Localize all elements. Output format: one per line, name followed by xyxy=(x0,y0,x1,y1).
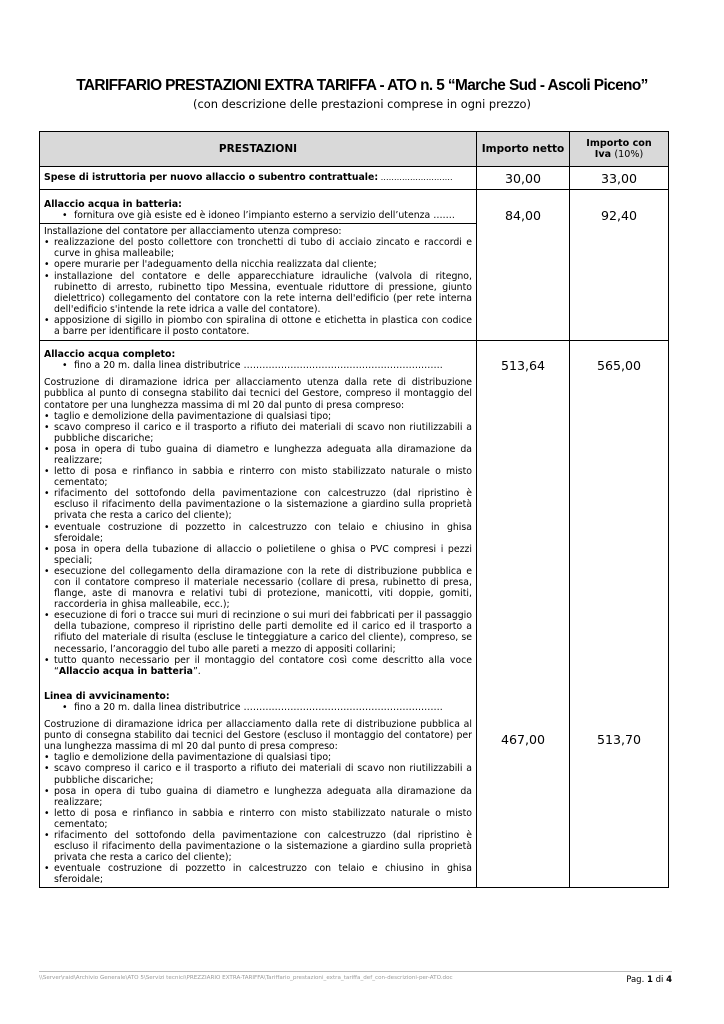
tariff-table xyxy=(39,131,669,888)
avvicinamento-iva-value: 513,70 xyxy=(596,732,642,748)
completo-last-pre: tutto quanto necessario per il montaggio del contatore così come descritto alla voce “ xyxy=(54,654,472,677)
document-title: TARIFFARIO PRESTAZIONI EXTRA TARIFFA - ATO n. 5 “Marche Sud - Ascoli Piceno” xyxy=(76,77,648,94)
batteria-netto xyxy=(477,190,570,341)
completo-item: • taglio e demolizione della pavimentazione di qualsiasi tipo; xyxy=(44,411,472,422)
batteria-netto-value: 84,00 xyxy=(504,208,542,223)
avvicinamento-item: • eventuale costruzione di pozzetto in calcestruzzo con telaio e chiusino in ghisa sferoidale; xyxy=(44,863,472,885)
avvicinamento-item: • letto di posa e rinfianco in sabbia e rinterro con misto stabilizzato naturale o misto cementato; xyxy=(44,808,472,830)
header-iva-percent: (10%) xyxy=(614,149,644,160)
footer-file-path: \\Server\raid\Archivio Generale\ATO 5\Servizi tecnici\PREZZIARIO EXTRA-TARIFFA\Tariffario_prestazioni_extra_tariffa_def_con-descrizioni-per-ATO.doc xyxy=(39,975,453,981)
header-importo-netto xyxy=(477,132,570,167)
avvicinamento-item: • posa in opera di tubo guaina di diametro e lunghezza adeguata alla diramazione da realizzare; xyxy=(44,786,472,808)
footer-divider xyxy=(39,971,672,972)
header-netto-label: Importo netto xyxy=(481,143,565,155)
page-current: 1 xyxy=(646,975,653,985)
document-subtitle: (con descrizione delle prestazioni comprese in ogni prezzo) xyxy=(193,97,531,111)
header-prestazioni: PRESTAZIONI xyxy=(40,132,477,167)
avvicinamento-netto-value: 467,00 xyxy=(500,732,546,748)
avvicinamento-heading: Linea di avvicinamento: xyxy=(44,690,170,702)
completo-item: • rifacimento del sottofondo della pavimentazione con calcestruzzo (dal ripristino è escluso il rifacimento della pavimentazione o la sistemazione a giardino sulla proprietà privata che resta a carico del cliente); xyxy=(44,488,472,521)
batteria-item: • realizzazione del posto collettore con tronchetti di tubo di acciaio zincato e raccordi e curve in ghisa malleabile; xyxy=(44,237,472,259)
avvicinamento-sub: • fino a 20 m. dalla linea distributrice ………………………………………………………. xyxy=(44,702,472,713)
batteria-item: • apposizione di sigillo in piombo con spiralina di ottone e etichetta in plastica con codice a barre per identificare il posto contatore. xyxy=(44,315,472,337)
completo-heading: Allaccio acqua completo: xyxy=(44,349,176,361)
batteria-iva-value: 92,40 xyxy=(600,208,638,223)
completo-item: • letto di posa e rinfianco in sabbia e rinterro con misto stabilizzato naturale o misto cementato; xyxy=(44,466,472,488)
table-header-row xyxy=(40,132,669,167)
completo-iva-value: 565,00 xyxy=(596,358,642,374)
avvicinamento-intro: Costruzione di diramazione idrica per allacciamento dalla rete di distribuzione pubblica al punto di consegna stabilito dai tecnici del Gestore (escluso il montaggio del contatore) per una lunghezza massima di ml 20 dal punto di presa compreso: xyxy=(44,719,472,753)
istruttoria-dots: ……………………… xyxy=(378,173,453,183)
completo-sub: • fino a 20 m. dalla linea distributrice ………………………………………………………. xyxy=(44,360,472,371)
completo-netto-value: 513,64 xyxy=(500,358,546,374)
completo-item: • posa in opera di tubo guaina di diametro e lunghezza adeguata alla diramazione da realizzare; xyxy=(44,444,472,466)
completo-item: • eventuale costruzione di pozzetto in calcestruzzo con telaio e chiusino in ghisa sferoidale; xyxy=(44,522,472,544)
completo-item: • esecuzione del collegamento della diramazione con la rete di distribuzione pubblica e con il contatore compreso il materiale necessario (collare di presa, rubinetto di presa, flange, aste di manovra e relativi tubi di protezione, manicotti, viti doppie, gomiti, raccorderia in ghisa malleabile, ecc.); xyxy=(44,566,472,610)
completo-intro: Costruzione di diramazione idrica per allacciamento utenza dalla rete di distribuzione pubblica al punto di consegna stabilito dai tecnici del Gestore, compreso il montaggio del contatore per una lunghezza massima di ml 20 dal punto di presa compreso: xyxy=(44,377,472,411)
page-total: 4 xyxy=(666,975,672,985)
header-importo-iva xyxy=(570,132,669,167)
avvicinamento-item: • rifacimento del sottofondo della pavimentazione con calcestruzzo (dal ripristino è escluso il rifacimento della pavimentazione o la sistemazione a giardino sulla proprietà privata che resta a carico del cliente); xyxy=(44,830,472,863)
batteria-heading: Allaccio acqua in batteria: xyxy=(44,199,182,210)
istruttoria-iva xyxy=(570,167,669,190)
completo-last-post: ”. xyxy=(192,665,201,677)
page-of: di xyxy=(655,975,664,985)
istruttoria-iva-value: 33,00 xyxy=(600,170,638,186)
table-row xyxy=(40,341,669,888)
completo-item: • esecuzione di fori o tracce sui muri di recinzione o sui muri dei fabbricati per il passaggio della tubazione, compreso il ripristino delle parti demolite ed il carico ed il trasporto a rifiuto del materiale di risulta (escluse le tinteggiature a carico del cliente), compreso, se necessario, l’ancoraggio del tubo alle pareti a mezzo di appositi collarini; xyxy=(44,610,472,654)
batteria-item: • installazione del contatore e delle apparecchiature idrauliche (valvola di ritegno, rubinetto di arresto, rubinetto tipo Messina, eventuale riduttore di pressione, giunto dielettrico) collegamento del contatore con la rete interna dell'edificio (per rete interna dell'edificio s'intende la rete idrica a valle del contatore). xyxy=(44,271,472,315)
completo-last-bold: Allaccio acqua in batteria xyxy=(58,665,193,677)
row-batteria-detail xyxy=(40,224,477,341)
header-iva-line1: Importo con xyxy=(586,138,652,149)
header-iva-word: Iva xyxy=(594,149,612,160)
completo-amounts-iva xyxy=(570,341,669,888)
completo-amounts-netto xyxy=(477,341,570,888)
row-istruttoria-desc xyxy=(40,167,477,190)
completo-item: • scavo compreso il carico e il trasporto a rifiuto dei materiali di scavo non riutilizzabili a pubbliche discariche; xyxy=(44,422,472,444)
batteria-sub: • fornitura ove già esiste ed è idoneo l’impianto esterno a servizio dell’utenza ……. xyxy=(44,210,472,221)
completo-item-last xyxy=(44,655,472,677)
table-row xyxy=(40,190,669,224)
page-label: Pag. xyxy=(626,975,645,985)
avvicinamento-item: • scavo compreso il carico e il trasporto a rifiuto dei materiali di scavo non riutilizzabili a pubbliche discariche; xyxy=(44,763,472,785)
row-completo-desc xyxy=(40,341,477,888)
istruttoria-label: Spese di istruttoria per nuovo allaccio o subentro contrattuale: xyxy=(44,172,379,184)
istruttoria-netto-value: 30,00 xyxy=(504,170,542,186)
footer-page-number xyxy=(626,975,672,985)
table-row xyxy=(40,167,669,190)
istruttoria-netto xyxy=(477,167,570,190)
avvicinamento-item: • taglio e demolizione della pavimentazione di qualsiasi tipo; xyxy=(44,752,472,763)
batteria-item: • opere murarie per l'adeguamento della nicchia realizzata dal cliente; xyxy=(44,259,472,270)
batteria-intro: Installazione del contatore per allacciamento utenza compreso: xyxy=(44,226,342,238)
row-batteria-desc xyxy=(40,190,477,224)
completo-item: • posa in opera della tubazione di allaccio o polietilene o ghisa o PVC compresi i pezzi speciali; xyxy=(44,544,472,566)
batteria-iva xyxy=(570,190,669,341)
